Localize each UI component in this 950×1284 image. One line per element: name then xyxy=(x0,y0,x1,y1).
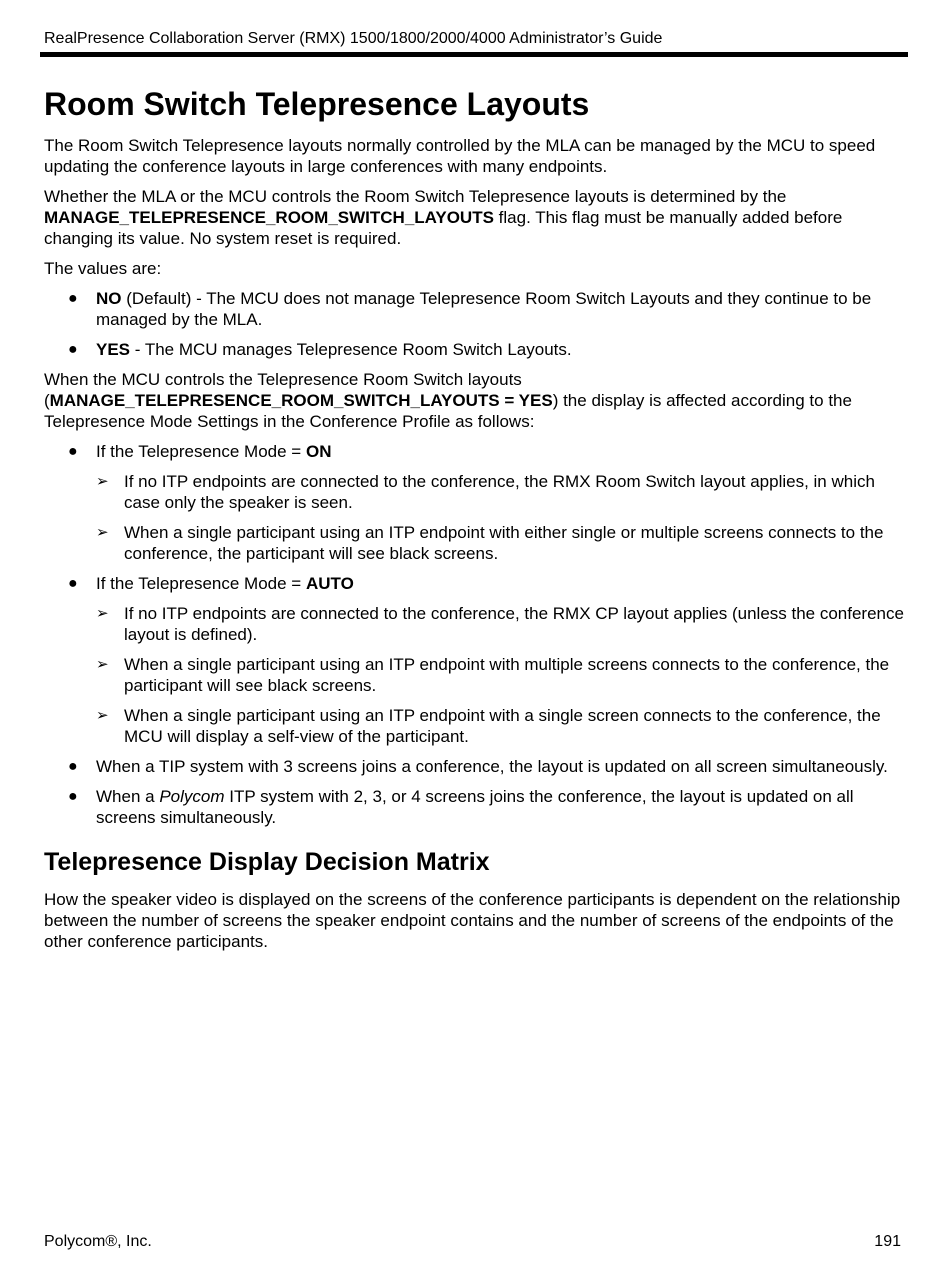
intro-paragraph: The Room Switch Telepresence layouts normally controlled by the MLA can be managed by the MCU to speed updating the conference layouts in large conferences with many endpoints. xyxy=(44,136,876,176)
sub-list xyxy=(96,603,906,747)
sub-list-item xyxy=(96,705,906,747)
bullet-icon: ● xyxy=(68,290,78,307)
flag-paragraph xyxy=(44,186,906,249)
sub-list-item xyxy=(96,471,906,513)
bullet-icon: ● xyxy=(68,341,78,358)
subsection-heading: Telepresence Display Decision Matrix xyxy=(44,848,490,876)
arrow-bullet-icon: ➢ xyxy=(96,656,109,673)
value-key: YES xyxy=(96,340,131,359)
list-item xyxy=(44,339,906,360)
list-item xyxy=(44,288,906,330)
mode-lead: If the Telepresence Mode = xyxy=(96,442,306,461)
flag-name: MANAGE_TELEPRESENCE_ROOM_SWITCH_LAYOUTS xyxy=(44,208,494,227)
mcu-control-text-post: ) the display is affected according to the Telepresence Mode Settings in the Conference Profile as follows: xyxy=(44,391,852,431)
flag-paragraph-text-pre: Whether the MLA or the MCU controls the Room Switch Telepresence layouts is determined by the xyxy=(44,187,787,206)
page-number: 191 xyxy=(874,1233,901,1250)
section-heading: Room Switch Telepresence Layouts xyxy=(44,86,590,122)
mcu-control-text-pre: When the MCU controls the Telepresence Room Switch layouts ( xyxy=(44,370,522,410)
sub-item-text: When a single participant using an ITP endpoint with a single screen connects to the conference, the MCU will display a self-view of the participant. xyxy=(124,706,881,746)
values-intro: The values are: xyxy=(44,259,162,278)
arrow-bullet-icon: ➢ xyxy=(96,605,109,622)
bullet-icon: ● xyxy=(68,788,78,805)
mode-value: AUTO xyxy=(305,574,354,593)
header-divider xyxy=(40,52,908,57)
sub-list xyxy=(96,471,906,564)
bullet-icon: ● xyxy=(68,575,78,592)
brand-name: Polycom xyxy=(159,787,225,806)
sub-item-text: When a single participant using an ITP endpoint with multiple screens connects to the conference, the participant will see black screens. xyxy=(124,655,890,695)
footer-company: Polycom®, Inc. xyxy=(44,1233,152,1250)
arrow-bullet-icon: ➢ xyxy=(96,473,109,490)
mode-value: ON xyxy=(305,442,332,461)
bullet-icon: ● xyxy=(68,443,78,460)
mode-lead: If the Telepresence Mode = xyxy=(96,574,306,593)
list-item xyxy=(44,573,906,747)
mcu-control-paragraph xyxy=(44,369,906,432)
arrow-bullet-icon: ➢ xyxy=(96,524,109,541)
sub-list-item xyxy=(96,522,906,564)
value-text: (Default) - The MCU does not manage Telepresence Room Switch Layouts and they continue to be managed by the MLA. xyxy=(96,289,872,329)
values-list xyxy=(44,288,906,360)
mcu-control-flag: MANAGE_TELEPRESENCE_ROOM_SWITCH_LAYOUTS = YES xyxy=(49,391,553,410)
arrow-bullet-icon: ➢ xyxy=(96,707,109,724)
bullet-icon: ● xyxy=(68,758,78,775)
polycom-text-post: ITP system with 2, 3, or 4 screens joins the conference, the layout is updated on all screens simultaneously. xyxy=(96,787,854,827)
matrix-paragraph: How the speaker video is displayed on the screens of the conference participants is dependent on the relationship between the number of screens the speaker endpoint contains and the number of screens of the endpoints of the other conference participants. xyxy=(44,890,901,951)
list-item xyxy=(44,441,906,564)
list-item xyxy=(44,786,906,828)
modes-list xyxy=(44,441,906,828)
page-content xyxy=(44,84,906,961)
sub-list-item xyxy=(96,654,906,696)
tip-text: When a TIP system with 3 screens joins a conference, the layout is updated on all screen simultaneously. xyxy=(96,757,888,776)
page-header-title: RealPresence Collaboration Server (RMX) 1500/1800/2000/4000 Administrator’s Guide xyxy=(44,30,663,47)
value-key: NO xyxy=(96,289,122,308)
sub-list-item xyxy=(96,603,906,645)
sub-item-text: If no ITP endpoints are connected to the conference, the RMX CP layout applies (unless the conference layout is defined). xyxy=(124,604,904,644)
polycom-text-pre: When a xyxy=(96,787,160,806)
sub-item-text: When a single participant using an ITP endpoint with either single or multiple screens connects to the conference, the participant will see black screens. xyxy=(124,523,884,563)
flag-paragraph-text-post: flag. This flag must be manually added before changing its value. No system reset is required. xyxy=(44,208,843,248)
sub-item-text: If no ITP endpoints are connected to the conference, the RMX Room Switch layout applies, in which case only the speaker is seen. xyxy=(124,472,875,512)
list-item xyxy=(44,756,906,777)
value-text: - The MCU manages Telepresence Room Switch Layouts. xyxy=(130,340,572,359)
